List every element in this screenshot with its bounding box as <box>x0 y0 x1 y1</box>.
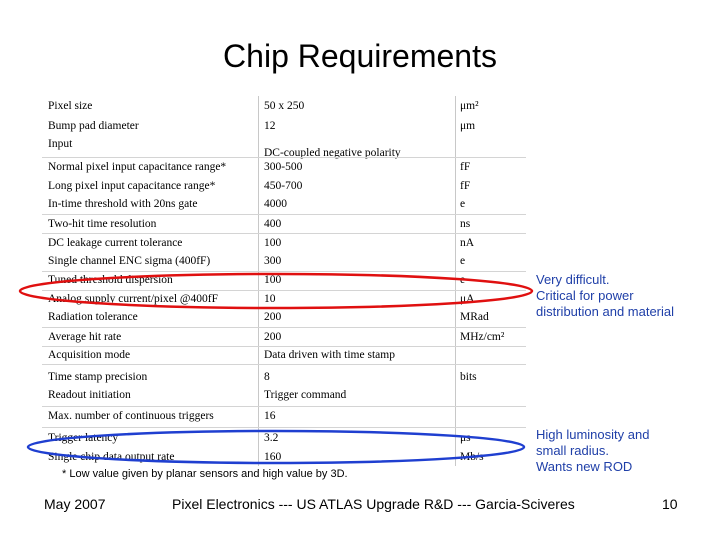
requirement-label: Long pixel input capacitance range* <box>48 180 216 192</box>
requirement-value: 12 <box>264 120 276 132</box>
luminosity-highlight-ellipse <box>28 431 524 463</box>
requirement-label: Readout initiation <box>48 389 131 401</box>
requirement-label: DC leakage current tolerance <box>48 237 183 249</box>
requirement-unit: μs <box>460 432 471 444</box>
requirement-unit: e <box>460 274 466 286</box>
requirement-value: 200 <box>264 311 282 323</box>
requirement-label: Pixel size <box>48 100 93 112</box>
luminosity-note-line: Wants new ROD <box>536 459 633 474</box>
footer-date: May 2007 <box>44 496 106 512</box>
requirement-label: Max. number of continuous triggers <box>48 410 214 422</box>
requirement-value: 100 <box>264 274 282 286</box>
requirement-unit: μm <box>460 120 476 132</box>
requirement-label: Trigger latency <box>48 432 119 444</box>
requirement-value: 3.2 <box>264 432 279 444</box>
power-note-line: Very difficult. <box>536 272 610 287</box>
requirement-label: Two-hit time resolution <box>48 218 157 230</box>
requirement-unit: MHz/cm² <box>460 331 505 343</box>
requirement-label: Time stamp precision <box>48 371 148 383</box>
requirement-value: 450-700 <box>264 180 303 192</box>
requirement-value: 10 <box>264 293 276 305</box>
requirement-label: Bump pad diameter <box>48 120 139 132</box>
requirement-label: Radiation tolerance <box>48 311 138 323</box>
requirement-unit: fF <box>460 161 471 173</box>
requirement-label: Analog supply current/pixel @400fF <box>48 293 218 305</box>
requirement-value: Data driven with time stamp <box>264 349 395 361</box>
requirement-unit: nA <box>460 237 475 249</box>
requirement-value: DC-coupled negative polarity <box>264 147 401 159</box>
slide-title: Chip Requirements <box>223 38 497 74</box>
footer-title: Pixel Electronics --- US ATLAS Upgrade R&D --- Garcia-Sciveres <box>172 496 575 512</box>
requirement-value: 300-500 <box>264 161 303 173</box>
requirement-unit: MRad <box>460 311 489 323</box>
power-highlight-ellipse <box>20 274 532 308</box>
requirement-value: 4000 <box>264 198 287 210</box>
requirement-label: Normal pixel input capacitance range* <box>48 161 227 173</box>
power-note-line: Critical for power <box>536 288 634 303</box>
requirement-label: Acquisition mode <box>48 349 131 361</box>
requirement-unit: fF <box>460 180 471 192</box>
requirement-label: In-time threshold with 20ns gate <box>48 198 198 210</box>
requirement-label: Average hit rate <box>48 331 122 343</box>
footnote: * Low value given by planar sensors and high value by 3D. <box>62 468 348 480</box>
requirement-unit: μA <box>460 293 475 305</box>
luminosity-note-line: small radius. <box>536 443 609 458</box>
requirement-unit: e <box>460 198 466 210</box>
page-number: 10 <box>662 496 678 512</box>
luminosity-note-line: High luminosity and <box>536 427 650 442</box>
requirement-unit: e <box>460 255 466 267</box>
requirement-unit: bits <box>460 371 477 383</box>
requirement-value: 50 x 250 <box>264 100 305 112</box>
requirement-label: Input <box>48 138 73 150</box>
requirement-label: Single channel ENC sigma (400fF) <box>48 255 211 267</box>
power-note-line: distribution and material <box>536 304 675 319</box>
requirement-label: Single chip data output rate <box>48 451 175 463</box>
requirement-unit: ns <box>460 218 471 230</box>
requirement-value: 200 <box>264 331 282 343</box>
requirement-value: 160 <box>264 451 282 463</box>
requirement-unit: Mb/s <box>460 451 484 463</box>
requirement-unit: μm² <box>460 100 479 112</box>
requirement-value: Trigger command <box>264 389 347 401</box>
requirement-value: 16 <box>264 410 276 422</box>
requirement-value: 100 <box>264 237 282 249</box>
requirement-value: 300 <box>264 255 282 267</box>
requirement-value: 400 <box>264 218 282 230</box>
requirement-value: 8 <box>264 371 270 383</box>
requirement-label: Tuned threshold dispersion <box>48 274 173 286</box>
